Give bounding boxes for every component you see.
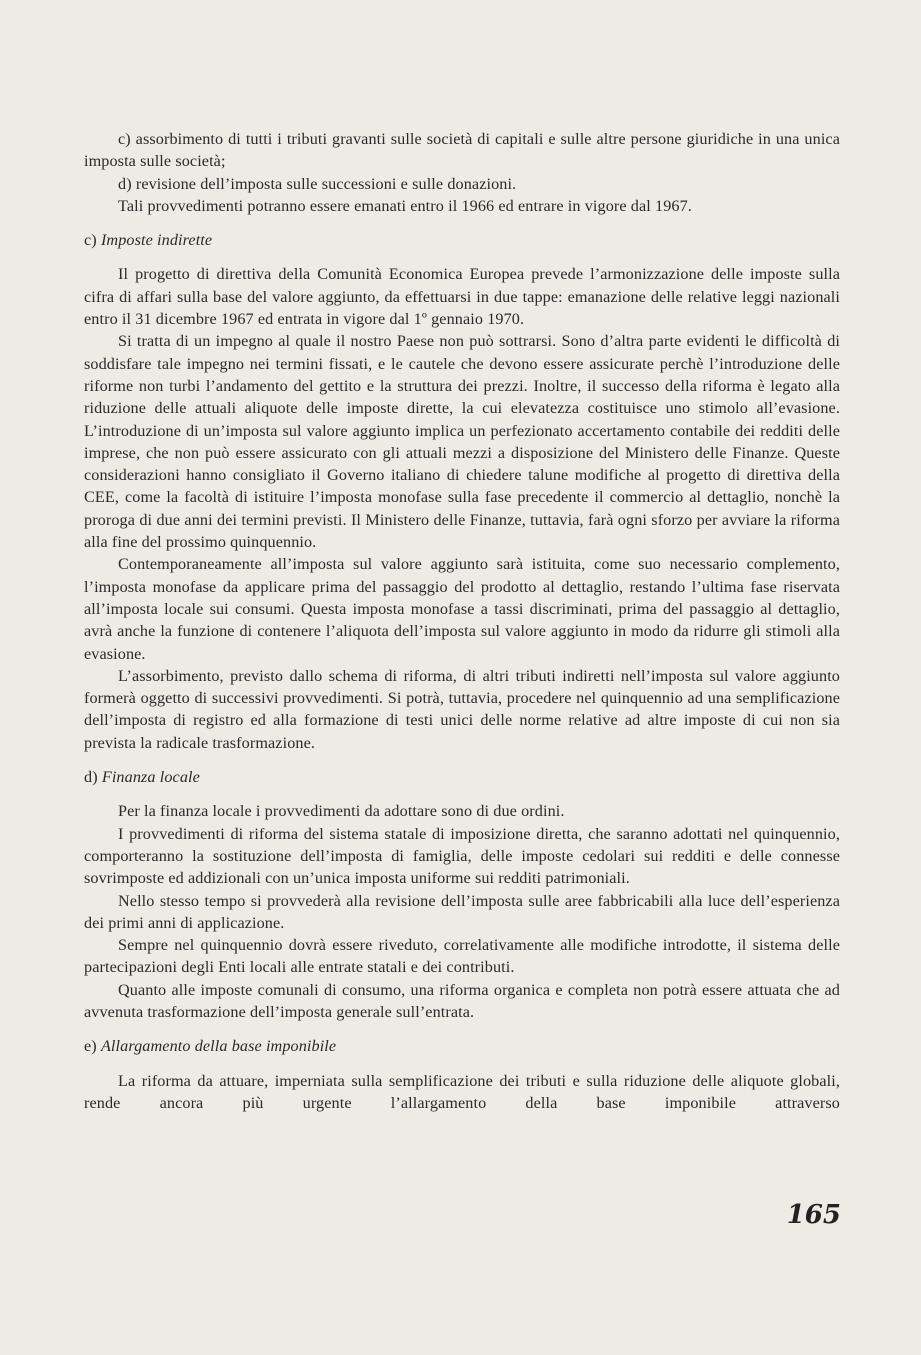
section-title: Allargamento della base imponibile: [100, 1037, 337, 1056]
paragraph: c) assorbimento di tutti i tributi gravanti sulle società di capitali e sulle altre persone giuridiche in una unica imposta sulle società;: [84, 130, 840, 171]
paragraph: L’assorbimento, previsto dallo schema di riforma, di altri tributi indiretti nell’imposta sul valore aggiunto formerà oggetto di successivi provvedimenti. Si potrà, tuttavia, procedere nel quinquennio ad una semplificazione dell’imposta di registro ed alla formazione di testi unici delle norme relative ad altre imposte di cui non sia prevista la radicale trasformazione.: [84, 666, 840, 752]
paragraph: Quanto alle imposte comunali di consumo, una riforma organica e completa non potrà essere attuata che ad avvenuta trasformazione dell’imposta generale sull’entrata.: [84, 980, 840, 1021]
section-label: d): [84, 768, 98, 787]
paragraph: Contemporaneamente all’imposta sul valore aggiunto sarà istituita, come suo necessario complemento, l’imposta monofase da applicare prima del passaggio del prodotto al dettaglio, restando l’ultima fase riservata all’imposta locale sui consumi. Questa imposta monofase a tassi discriminati, prima del passaggio al dettaglio, avrà anche la funzione di contenere l’aliquota dell’imposta sul valore aggiunto in modo da ridurre gli stimoli alla evasione.: [84, 555, 840, 663]
paragraph: Il progetto di direttiva della Comunità Economica Europea prevede l’armonizzazione delle imposte sulla cifra di affari sulla base del valore aggiunto, da effettuarsi in due tappe: emanazione delle relative leggi nazionali entro il 31 dicembre 1967 ed entrata in vigore dal 1º gennaio 1970.: [84, 265, 840, 329]
section-heading: [84, 766, 840, 788]
body-text: [84, 128, 840, 1114]
paragraph: La riforma da attuare, imperniata sulla semplificazione dei tributi e sulla riduzione delle aliquote globali, rende ancora più urgente l’allargamento della base imponibile attraverso: [84, 1071, 840, 1112]
paragraph: Per la finanza locale i provvedimenti da adottare sono di due ordini.: [118, 802, 565, 821]
paragraph: Tali provvedimenti potranno essere emanati entro il 1966 ed entrare in vigore dal 1967.: [118, 196, 692, 215]
paragraph: Si tratta di un impegno al quale il nostro Paese non può sottrarsi. Sono d’altra parte evidenti le difficoltà di soddisfare tale impegno nei termini fissati, e le cautele che devono essere assicurate perchè l’introduzione delle riforme non turbi l’andamento del gettito e la struttura dei prezzi. Inoltre, il successo della riforma è legato alla riduzione delle attuali aliquote delle imposte dirette, la cui elevatezza costituisce uno stimolo all’evasione. L’introduzione di un’imposta sul valore aggiunto implica un perfezionato accertamento contabile dei redditi delle imprese, che non può essere assicurato con gli attuali mezzi a disposizione del Ministero delle Finanze. Queste considerazioni hanno consigliato il Governo italiano di chiedere talune modifiche al progetto di direttiva della CEE, come la facoltà di istituire l’imposta monofase sulla fase precedente il commercio al dettaglio, nonchè la proroga di due anni dei termini previsti. Il Ministero delle Finanze, tuttavia, farà ogni sforzo per avviare la riforma alla fine del prossimo quinquennio.: [84, 332, 840, 552]
paragraph: Nello stesso tempo si provvederà alla revisione dell’imposta sulle aree fabbricabili alla luce dell’esperienza dei primi anni di applicazione.: [84, 891, 840, 932]
section-heading: [84, 229, 840, 251]
page-number: 165: [786, 1200, 841, 1230]
paragraph: d) revisione dell’imposta sulle successioni e sulle donazioni.: [118, 174, 517, 193]
section-label: e): [84, 1037, 97, 1056]
paragraph: Sempre nel quinquennio dovrà essere riveduto, correlativamente alle modifiche introdotte, il sistema delle partecipazioni degli Enti locali alle entrate statali e dei contributi.: [84, 936, 840, 977]
paragraph: I provvedimenti di riforma del sistema statale di imposizione diretta, che saranno adottati nel quinquennio, comporteranno la sostituzione dell’imposta di famiglia, delle imposte cedolari sui redditi e delle connesse sovrimposte ed addizionali con un’unica imposta uniforme sui redditi patrimoniali.: [84, 824, 840, 888]
section-title: Finanza locale: [101, 768, 200, 787]
section-title: Imposte indirette: [100, 231, 213, 250]
section-label: c): [84, 231, 97, 250]
section-heading: [84, 1035, 840, 1057]
